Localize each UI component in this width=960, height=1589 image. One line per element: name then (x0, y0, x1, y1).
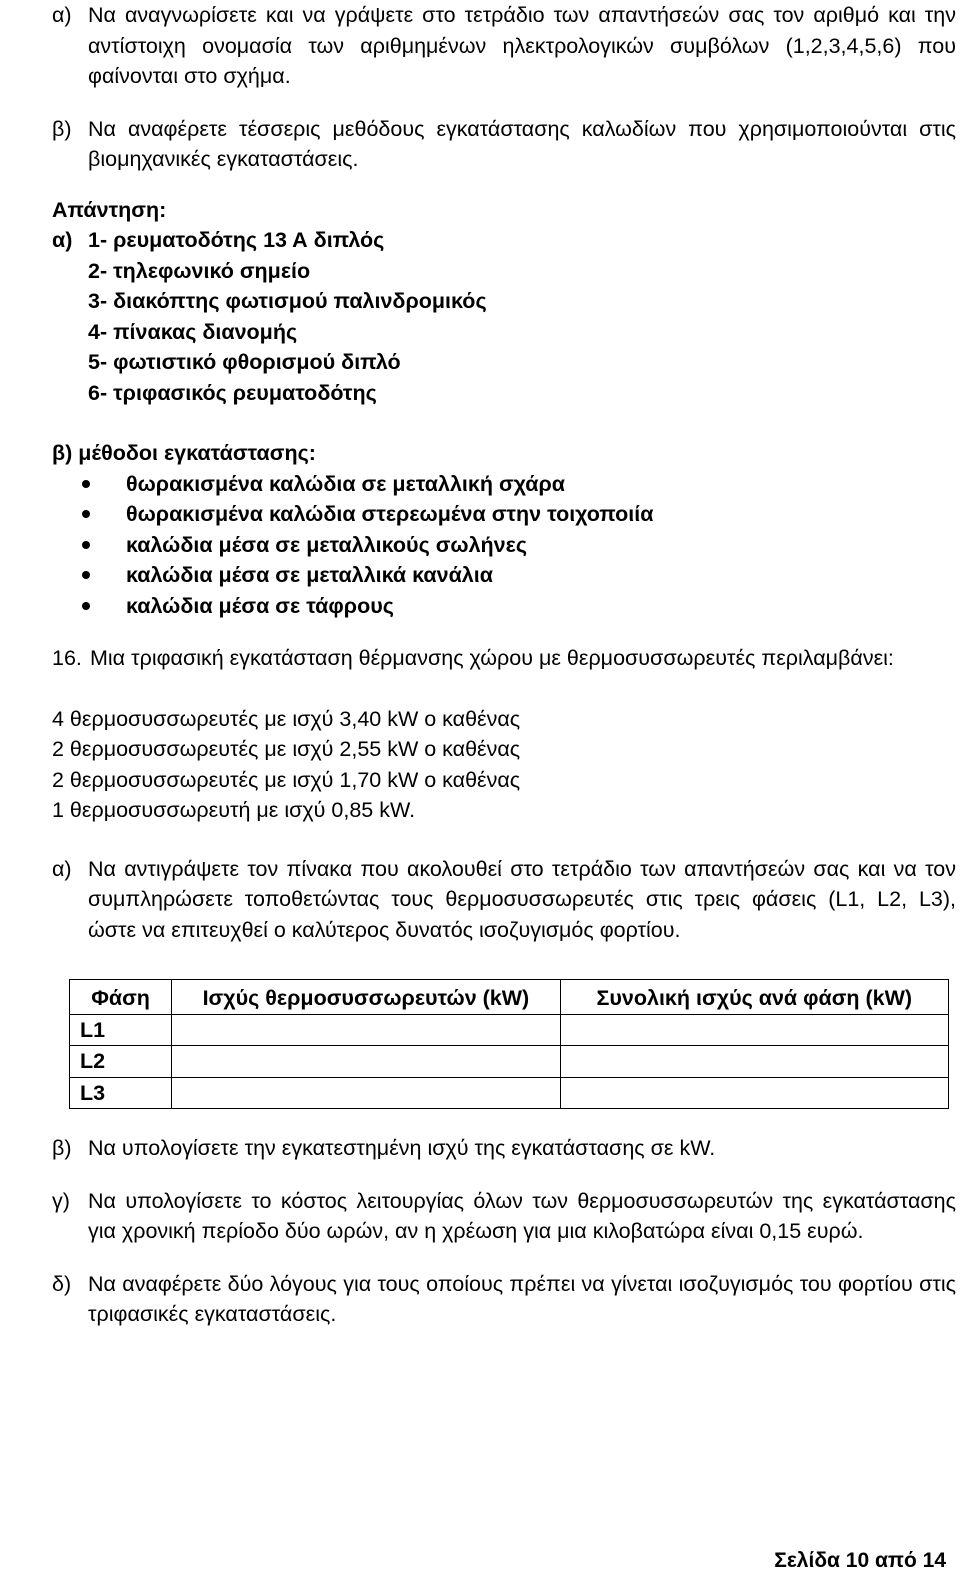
answer-a (52, 225, 956, 408)
answer-a-item: 2- τηλεφωνικό σημείο (88, 258, 311, 283)
question-16d-label: δ) (52, 1271, 72, 1296)
table-cell-empty (172, 1077, 560, 1109)
bullet-icon (82, 602, 90, 610)
table-header-phase: Φάση (70, 980, 172, 1015)
heater-item: 4 θερμοσυσσωρευτές με ισχύ 3,40 kW ο καθένας (52, 706, 521, 731)
answer-a-label: α) (52, 228, 73, 252)
question-16a (52, 854, 956, 946)
bullet-icon (82, 510, 90, 518)
bullet-icon (82, 480, 90, 488)
page-number-footer: Σελίδα 10 από 14 (774, 1549, 946, 1572)
table-cell-empty (560, 1014, 948, 1046)
answer-a-item: 5- φωτιστικό φθορισμού διπλό (88, 350, 401, 374)
table-cell-empty (560, 1077, 948, 1109)
list-item: θωρακισμένα καλώδια σε μεταλλική σχάρα (52, 469, 956, 500)
answer-b-list (52, 469, 956, 622)
question-15a-text: Να αναγνωρίσετε και να γράψετε στο τετράδιο των απαντήσεών σας τον αριθμό και την αντίστοιχη ονομασία των αριθμημένων ηλεκτρολογικών συμβόλων (1,2,3,4,5,6) που φαίνονται στο σχήμα. (88, 3, 956, 88)
answer-block (52, 195, 956, 622)
table-row (70, 1077, 949, 1109)
question-16d (52, 1269, 956, 1330)
question-15b-label: β) (52, 116, 72, 141)
list-item: καλώδια μέσα σε μεταλλικά κανάλια (52, 560, 956, 591)
list-item: θωρακισμένα καλώδια στερεωμένα στην τοιχοποιία (52, 499, 956, 530)
bullet-icon (82, 571, 90, 579)
table-cell-phase: L1 (70, 1014, 172, 1046)
answer-b-heading: β) μέθοδοι εγκατάστασης: (52, 441, 316, 465)
answer-a-item: 3- διακόπτης φωτισμού παλινδρομικός (88, 289, 487, 313)
question-15a (52, 0, 956, 92)
table-cell-empty (172, 1014, 560, 1046)
table-header-row (70, 980, 949, 1015)
answer-heading: Απάντηση: (52, 197, 167, 222)
question-16d-text: Να αναφέρετε δύο λόγους για τους οποίους πρέπει να γίνεται ισοζυγισμός του φορτίου στις τριφασικές εγκαταστάσεις. (88, 1271, 956, 1326)
answer-a-item: 4- πίνακας διανομής (88, 319, 298, 344)
list-item: καλώδια μέσα σε μεταλλικούς σωλήνες (52, 530, 956, 561)
table-header-heater-power: Ισχύς θερμοσυσσωρευτών (kW) (172, 980, 560, 1015)
document-page (52, 0, 956, 1330)
list-item: καλώδια μέσα σε τάφρους (52, 591, 956, 622)
heater-item: 1 θερμοσυσσωρευτή με ισχύ 0,85 kW. (52, 798, 416, 822)
question-16-number: 16. (52, 646, 82, 670)
table-header-total-power: Συνολική ισχύς ανά φάση (kW) (560, 980, 948, 1015)
table-cell-phase: L3 (70, 1077, 172, 1109)
table-cell-empty (172, 1046, 560, 1078)
question-16a-text: Να αντιγράψετε τον πίνακα που ακολουθεί στο τετράδιο των απαντήσεών σας και να τον συμπληρώσετε τοποθετώντας τους θερμοσυσσωρευτές στις τρεις φάσεις (L1, L2, L3), ώστε να επιτευχθεί ο καλύτερος δυνατός ισοζυγισμός φορτίου. (88, 856, 956, 942)
heater-item: 2 θερμοσυσσωρευτές με ισχύ 1,70 kW ο καθένας (52, 767, 521, 792)
question-16c-text: Να υπολογίσετε το κόστος λειτουργίας όλων των θερμοσυσσωρευτών της εγκατάστασης για χρονική περίοδο δύο ωρών, αν η χρέωση για μια κιλοβατώρα είναι 0,15 ευρώ. (88, 1188, 956, 1243)
answer-a-item: 6- τριφασικός ρευματοδότης (88, 380, 377, 405)
table-cell-phase: L2 (70, 1046, 172, 1078)
heater-item: 2 θερμοσυσσωρευτές με ισχύ 2,55 kW ο καθένας (52, 737, 521, 761)
table-cell-empty (560, 1046, 948, 1078)
table-row (70, 1014, 949, 1046)
question-15b (52, 114, 956, 175)
question-16-intro: Μια τριφασική εγκατάσταση θέρμανσης χώρου με θερμοσυσσωρευτές περιλαμβάνει: (90, 646, 894, 670)
question-15b-text: Να αναφέρετε τέσσερις μεθόδους εγκατάστασης καλωδίων που χρησιμοποιούνται στις βιομηχανικές εγκαταστάσεις. (88, 116, 956, 171)
heater-list (52, 704, 956, 826)
question-16b-label: β) (52, 1136, 72, 1160)
answer-a-list (88, 225, 487, 408)
table-row (70, 1046, 949, 1078)
question-16a-label: α) (52, 856, 72, 881)
question-16b (52, 1133, 956, 1164)
question-16c-label: γ) (52, 1188, 70, 1213)
question-15a-label: α) (52, 3, 72, 27)
question-16b-text: Να υπολογίσετε την εγκατεστημένη ισχύ της εγκατάστασης σε kW. (88, 1136, 716, 1160)
bullet-icon (82, 541, 90, 549)
phase-table (69, 979, 949, 1109)
answer-a-item: 1- ρευματοδότης 13 Α διπλός (88, 228, 385, 252)
question-16c (52, 1186, 956, 1247)
